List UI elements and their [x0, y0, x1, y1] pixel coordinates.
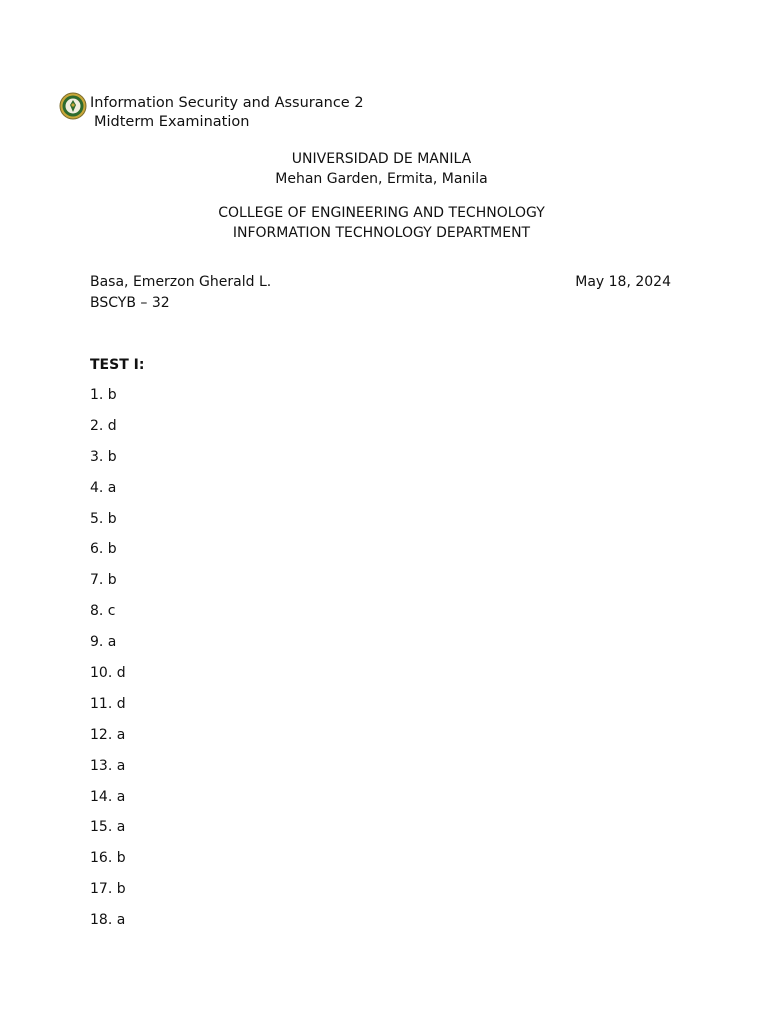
student-name: Basa, Emerzon Gherald L. — [90, 274, 272, 290]
answer-list — [90, 386, 126, 942]
answer-item: 10. d — [90, 665, 126, 682]
college-name: COLLEGE OF ENGINEERING AND TECHNOLOGY — [218, 205, 545, 221]
university-name: UNIVERSIDAD DE MANILA — [291, 151, 472, 167]
answer-item: 12. a — [90, 726, 126, 743]
answer-item: 2. d — [90, 417, 117, 434]
exam-type: Midterm Examination — [94, 114, 250, 130]
answer-item: 7. b — [90, 572, 117, 589]
university-address: Mehan Garden, Ermita, Manila — [275, 171, 488, 187]
answer-item: 5. b — [90, 510, 117, 527]
answer-item: 14. a — [90, 788, 126, 805]
course-title: Information Security and Assurance 2 — [90, 95, 364, 111]
answer-item: 13. a — [90, 757, 126, 774]
answer-item: 6. b — [90, 541, 117, 558]
answer-item: 9. a — [90, 634, 117, 651]
university-seal-icon — [59, 92, 87, 120]
answer-item: 8. c — [90, 603, 116, 620]
answer-item: 3. b — [90, 448, 117, 465]
department-name: INFORMATION TECHNOLOGY DEPARTMENT — [232, 225, 531, 241]
answer-item: 1. b — [90, 387, 117, 403]
exam-date: May 18, 2024 — [575, 274, 671, 290]
answer-item: 16. b — [90, 850, 126, 867]
answer-item: 17. b — [90, 881, 126, 898]
answer-item: 4. a — [90, 479, 117, 496]
student-section: BSCYB – 32 — [90, 295, 170, 311]
answer-item: 11. d — [90, 695, 126, 712]
test-title: TEST I: — [90, 357, 145, 373]
answer-item: 15. a — [90, 819, 126, 836]
answer-item: 18. a — [90, 912, 126, 929]
